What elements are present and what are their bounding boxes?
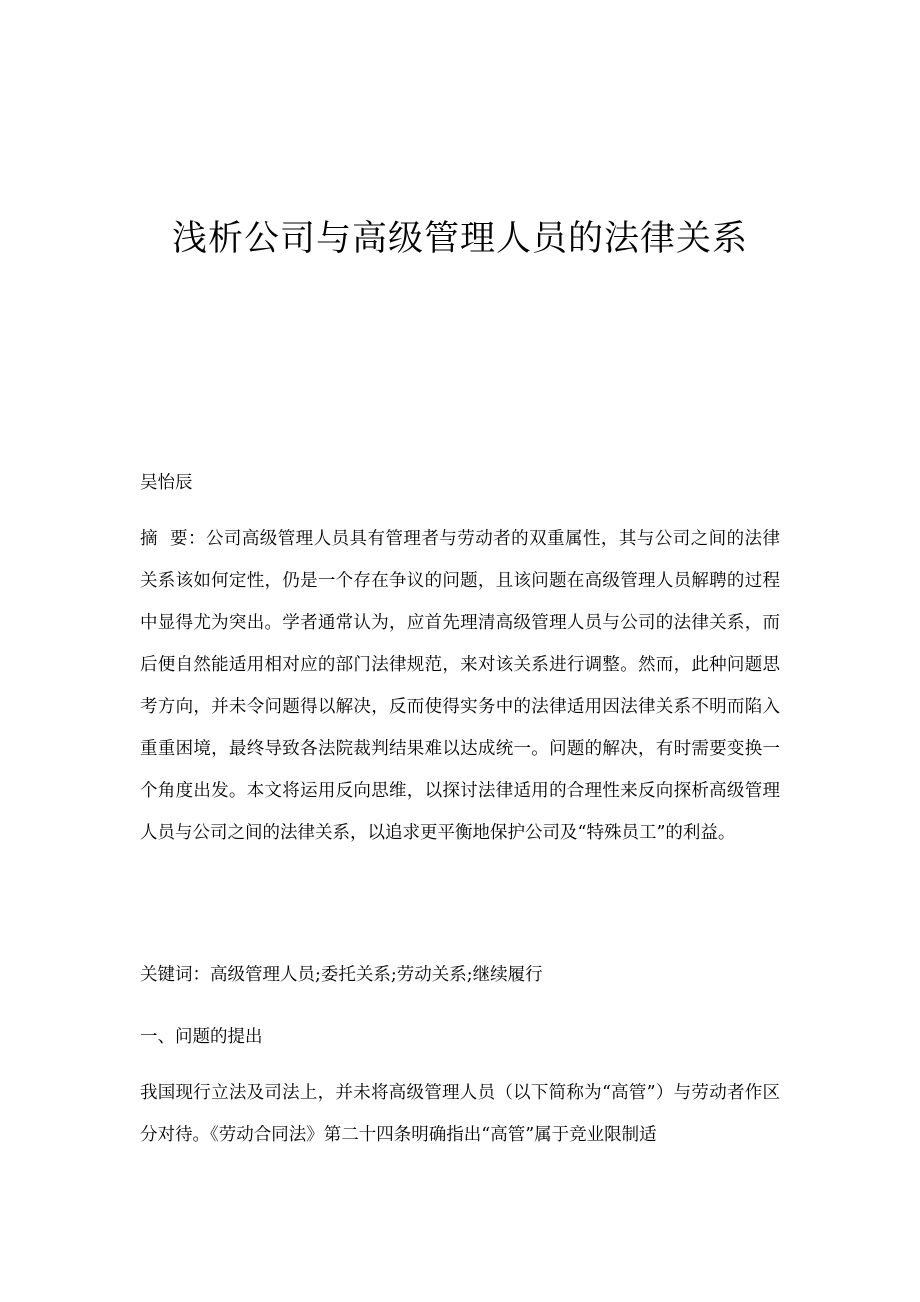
abstract-label: 摘 要： xyxy=(140,529,206,549)
abstract-text: 公司高级管理人员具有管理者与劳动者的双重属性，其与公司之间的法律关系该如何定性，仍是一个存在争议的问题，且该问题在高级管理人员解聘的过程中显得尤为突出。学者通常认为，应首先理清高级管理人员与公司的法律关系，而后便自然能适用相对应的部门法律规范，来对该关系进行调整。然而，此种问题思考方向，并未令问题得以解决，反而使得实务中的法律适用因法律关系不明而陷入重重困境，最终导致各法院裁判结果难以达成统一。问题的解决，有时需要变换一个角度出发。本文将运用反向思维，以探讨法律适用的合理性来反向探析高级管理人员与公司之间的法律关系，以追求更平衡地保护公司及“特殊员工”的利益。 xyxy=(140,529,780,843)
keywords-text: 高级管理人员;委托关系;劳动关系;继续履行 xyxy=(210,965,543,985)
keywords-line xyxy=(140,954,780,996)
document-title: 浅析公司与高级管理人员的法律关系 xyxy=(171,219,748,259)
section-heading: 一、问题的提出 xyxy=(140,1027,263,1047)
author-name: 吴怡辰 xyxy=(140,473,193,493)
abstract-paragraph xyxy=(140,518,780,854)
keywords-label: 关键词： xyxy=(140,965,210,985)
body-paragraph: 我国现行立法及司法上，并未将高级管理人员（以下简称为“高管”）与劳动者作区分对待。《劳动合同法》第二十四条明确指出“高管”属于竞业限制适 xyxy=(140,1083,780,1145)
